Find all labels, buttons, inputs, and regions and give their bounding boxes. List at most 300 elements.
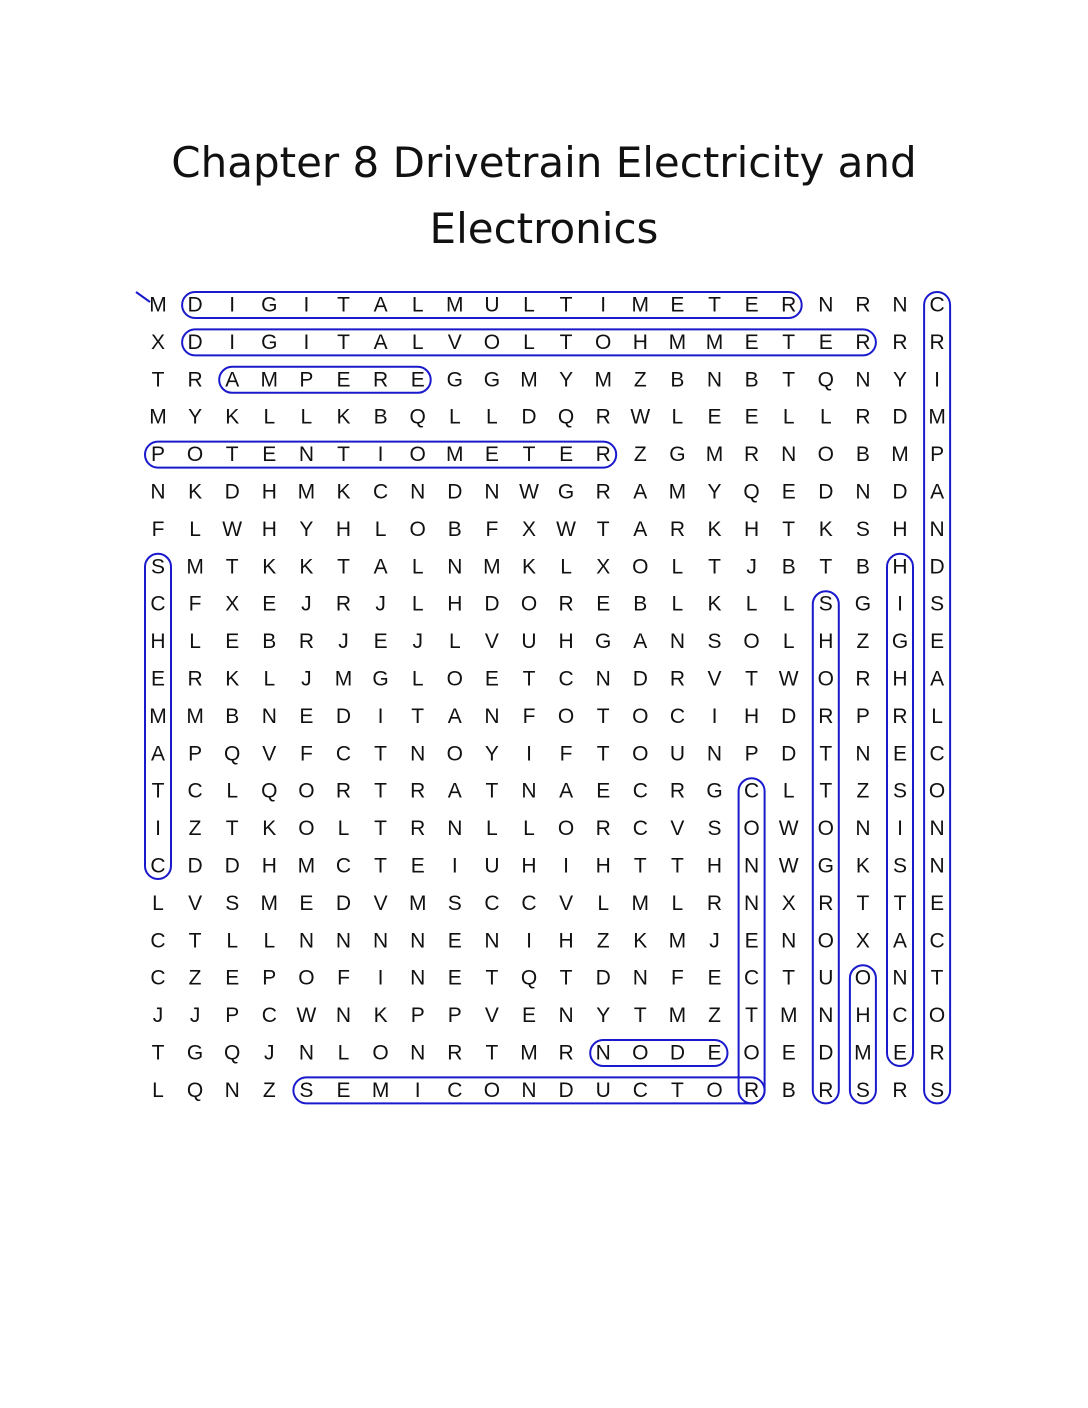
grid-letter[interactable]: M bbox=[446, 443, 464, 467]
grid-letter[interactable]: Z bbox=[856, 630, 870, 654]
grid-letter[interactable]: L bbox=[671, 555, 684, 579]
grid-letter[interactable]: M bbox=[631, 891, 650, 915]
grid-letter[interactable]: E bbox=[484, 667, 499, 691]
grid-letter[interactable]: J bbox=[338, 630, 349, 654]
grid-letter[interactable]: N bbox=[410, 1041, 426, 1065]
grid-letter[interactable]: D bbox=[558, 1078, 574, 1102]
grid-letter[interactable]: Z bbox=[262, 1078, 276, 1102]
grid-letter[interactable]: U bbox=[818, 966, 834, 990]
grid-letter[interactable]: M bbox=[668, 330, 687, 354]
grid-letter[interactable]: J bbox=[264, 1041, 275, 1065]
grid-letter[interactable]: P bbox=[225, 1004, 240, 1028]
grid-letter[interactable]: H bbox=[558, 630, 574, 654]
grid-letter[interactable]: T bbox=[708, 555, 721, 579]
grid-letter[interactable]: H bbox=[150, 630, 166, 654]
grid-letter[interactable]: I bbox=[897, 592, 903, 616]
grid-letter[interactable]: E bbox=[299, 704, 314, 728]
grid-letter[interactable]: T bbox=[188, 929, 202, 953]
grid-letter[interactable]: E bbox=[707, 405, 722, 429]
grid-letter[interactable]: G bbox=[595, 630, 612, 654]
grid-letter[interactable]: W bbox=[556, 517, 577, 541]
grid-letter[interactable]: E bbox=[744, 293, 759, 317]
grid-letter[interactable]: O bbox=[632, 1041, 649, 1065]
grid-letter[interactable]: E bbox=[892, 742, 908, 766]
grid-letter[interactable]: E bbox=[521, 1004, 537, 1028]
grid-letter[interactable]: B bbox=[855, 443, 870, 467]
grid-letter[interactable]: S bbox=[707, 630, 722, 654]
grid-letter[interactable]: A bbox=[559, 779, 574, 803]
grid-letter[interactable]: N bbox=[373, 929, 389, 953]
grid-letter[interactable]: T bbox=[485, 966, 499, 990]
grid-letter[interactable]: D bbox=[224, 480, 240, 504]
grid-letter[interactable]: T bbox=[782, 517, 796, 541]
grid-letter[interactable]: V bbox=[262, 742, 277, 766]
grid-letter[interactable]: M bbox=[668, 929, 687, 953]
grid-letter[interactable]: R bbox=[855, 405, 871, 429]
grid-letter[interactable]: H bbox=[818, 630, 834, 654]
grid-letter[interactable]: O bbox=[446, 667, 463, 691]
grid-letter[interactable]: P bbox=[930, 443, 945, 467]
grid-letter[interactable]: A bbox=[150, 742, 166, 766]
grid-letter[interactable]: M bbox=[705, 330, 724, 354]
grid-letter[interactable]: Y bbox=[892, 368, 908, 392]
grid-letter[interactable]: M bbox=[779, 1004, 798, 1028]
grid-letter[interactable]: T bbox=[151, 368, 165, 392]
grid-letter[interactable]: O bbox=[817, 443, 834, 467]
grid-letter[interactable]: E bbox=[262, 592, 277, 616]
grid-letter[interactable]: L bbox=[152, 1078, 164, 1102]
grid-letter[interactable]: C bbox=[335, 854, 352, 878]
grid-letter[interactable]: O bbox=[298, 966, 315, 990]
grid-letter[interactable]: B bbox=[781, 1078, 796, 1102]
grid-letter[interactable]: C bbox=[632, 779, 648, 803]
grid-letter[interactable]: K bbox=[818, 517, 833, 541]
grid-letter[interactable]: K bbox=[336, 405, 351, 429]
grid-letter[interactable]: Q bbox=[557, 405, 575, 429]
grid-letter[interactable]: H bbox=[261, 480, 277, 504]
grid-letter[interactable]: L bbox=[597, 891, 610, 915]
grid-letter[interactable]: U bbox=[669, 742, 685, 766]
grid-letter[interactable]: L bbox=[337, 1041, 350, 1065]
grid-letter[interactable]: W bbox=[222, 517, 243, 541]
grid-letter[interactable]: E bbox=[410, 854, 425, 878]
grid-letter[interactable]: J bbox=[189, 1004, 201, 1028]
grid-letter[interactable]: I bbox=[563, 854, 570, 878]
grid-letter[interactable]: O bbox=[928, 779, 946, 803]
grid-letter[interactable]: T bbox=[374, 779, 388, 803]
grid-letter[interactable]: N bbox=[892, 966, 908, 990]
grid-letter[interactable]: S bbox=[150, 555, 166, 579]
grid-letter[interactable]: E bbox=[744, 330, 759, 354]
grid-letter[interactable]: N bbox=[224, 1078, 240, 1102]
grid-letter[interactable]: R bbox=[335, 592, 352, 616]
grid-letter[interactable]: R bbox=[744, 443, 760, 467]
grid-letter[interactable]: L bbox=[226, 779, 239, 803]
grid-letter[interactable]: C bbox=[892, 1004, 908, 1028]
grid-letter[interactable]: J bbox=[746, 555, 757, 579]
grid-letter[interactable]: L bbox=[226, 929, 239, 953]
grid-letter[interactable]: W bbox=[296, 1004, 317, 1028]
grid-letter[interactable]: G bbox=[446, 368, 463, 392]
grid-letter[interactable]: T bbox=[819, 555, 833, 579]
grid-letter[interactable]: R bbox=[669, 779, 685, 803]
grid-letter[interactable]: E bbox=[484, 443, 499, 467]
grid-letter[interactable]: S bbox=[892, 854, 908, 878]
grid-letter[interactable]: R bbox=[373, 368, 389, 392]
grid-letter[interactable]: T bbox=[559, 966, 573, 990]
grid-letter[interactable]: L bbox=[782, 630, 795, 654]
grid-letter[interactable]: M bbox=[594, 368, 612, 392]
grid-letter[interactable]: Y bbox=[188, 405, 203, 429]
grid-letter[interactable]: L bbox=[486, 405, 498, 429]
grid-letter[interactable]: N bbox=[632, 966, 648, 990]
grid-letter[interactable]: D bbox=[929, 555, 945, 579]
grid-letter[interactable]: E bbox=[781, 480, 796, 504]
grid-letter[interactable]: O bbox=[557, 817, 575, 841]
grid-letter[interactable]: O bbox=[632, 555, 649, 579]
grid-letter[interactable]: R bbox=[818, 704, 834, 728]
grid-letter[interactable]: L bbox=[486, 817, 498, 841]
grid-letter[interactable]: V bbox=[707, 667, 722, 691]
grid-letter[interactable]: A bbox=[892, 929, 908, 953]
grid-letter[interactable]: E bbox=[299, 891, 314, 915]
grid-letter[interactable]: G bbox=[483, 368, 501, 392]
grid-letter[interactable]: M bbox=[186, 555, 204, 579]
grid-letter[interactable]: L bbox=[931, 704, 943, 728]
grid-letter[interactable]: O bbox=[632, 742, 649, 766]
grid-letter[interactable]: L bbox=[411, 592, 424, 616]
grid-letter[interactable]: D bbox=[818, 480, 834, 504]
grid-letter[interactable]: T bbox=[596, 704, 610, 728]
grid-letter[interactable]: S bbox=[930, 592, 945, 616]
grid-letter[interactable]: R bbox=[669, 517, 685, 541]
grid-letter[interactable]: M bbox=[520, 368, 538, 392]
grid-letter[interactable]: L bbox=[411, 330, 424, 354]
grid-letter[interactable]: R bbox=[187, 368, 203, 392]
grid-letter[interactable]: R bbox=[558, 592, 574, 616]
grid-letter[interactable]: C bbox=[558, 667, 574, 691]
grid-letter[interactable]: C bbox=[632, 817, 648, 841]
grid-letter[interactable]: C bbox=[929, 929, 945, 953]
grid-letter[interactable]: I bbox=[229, 330, 236, 354]
grid-letter[interactable]: O bbox=[743, 1041, 760, 1065]
grid-letter[interactable]: N bbox=[744, 854, 760, 878]
grid-letter[interactable]: W bbox=[630, 405, 651, 429]
grid-letter[interactable]: T bbox=[225, 555, 239, 579]
grid-letter[interactable]: J bbox=[709, 929, 720, 953]
grid-letter[interactable]: C bbox=[929, 742, 945, 766]
grid-letter[interactable]: C bbox=[744, 779, 760, 803]
grid-letter[interactable]: J bbox=[412, 630, 423, 654]
grid-letter[interactable]: R bbox=[855, 293, 871, 317]
grid-letter[interactable]: R bbox=[892, 1078, 908, 1102]
grid-letter[interactable]: H bbox=[261, 517, 277, 541]
grid-letter[interactable]: G bbox=[854, 592, 872, 616]
grid-letter[interactable]: V bbox=[670, 817, 685, 841]
grid-letter[interactable]: F bbox=[337, 966, 350, 990]
grid-letter[interactable]: L bbox=[819, 405, 832, 429]
grid-letter[interactable]: U bbox=[595, 1078, 611, 1102]
grid-letter[interactable]: T bbox=[522, 443, 536, 467]
grid-letter[interactable]: H bbox=[335, 517, 352, 541]
grid-letter[interactable]: Y bbox=[707, 480, 722, 504]
grid-letter[interactable]: M bbox=[891, 443, 909, 467]
grid-letter[interactable]: B bbox=[744, 368, 759, 392]
grid-letter[interactable]: U bbox=[484, 854, 500, 878]
grid-letter[interactable]: P bbox=[447, 1004, 462, 1028]
grid-letter[interactable]: L bbox=[411, 293, 424, 317]
grid-letter[interactable]: I bbox=[377, 966, 384, 990]
grid-letter[interactable]: Z bbox=[596, 929, 610, 953]
grid-letter[interactable]: P bbox=[188, 742, 203, 766]
grid-letter[interactable]: O bbox=[817, 817, 834, 841]
grid-letter[interactable]: E bbox=[744, 929, 759, 953]
grid-letter[interactable]: M bbox=[928, 405, 946, 429]
grid-letter[interactable]: L bbox=[523, 293, 535, 317]
grid-letter[interactable]: I bbox=[229, 293, 236, 317]
grid-letter[interactable]: O bbox=[595, 330, 612, 354]
grid-letter[interactable]: R bbox=[781, 293, 797, 317]
grid-letter[interactable]: L bbox=[448, 630, 461, 654]
grid-letter[interactable]: N bbox=[521, 779, 537, 803]
grid-letter[interactable]: G bbox=[372, 667, 389, 691]
grid-letter[interactable]: M bbox=[483, 555, 501, 579]
grid-letter[interactable]: N bbox=[855, 480, 871, 504]
grid-letter[interactable]: I bbox=[451, 854, 458, 878]
grid-letter[interactable]: I bbox=[526, 929, 532, 953]
grid-letter[interactable]: M bbox=[631, 293, 650, 317]
grid-letter[interactable]: T bbox=[225, 817, 239, 841]
grid-letter[interactable]: O bbox=[743, 630, 760, 654]
grid-letter[interactable]: I bbox=[600, 293, 607, 317]
grid-letter[interactable]: N bbox=[298, 443, 314, 467]
grid-letter[interactable]: T bbox=[559, 330, 573, 354]
grid-letter[interactable]: M bbox=[854, 1041, 872, 1065]
grid-letter[interactable]: L bbox=[152, 891, 164, 915]
grid-letter[interactable]: R bbox=[335, 779, 352, 803]
grid-letter[interactable]: L bbox=[448, 405, 461, 429]
grid-letter[interactable]: I bbox=[711, 704, 718, 728]
grid-letter[interactable]: N bbox=[410, 929, 426, 953]
grid-letter[interactable]: L bbox=[523, 817, 535, 841]
grid-letter[interactable]: L bbox=[671, 405, 684, 429]
grid-letter[interactable]: H bbox=[892, 517, 908, 541]
grid-letter[interactable]: K bbox=[225, 667, 240, 691]
grid-letter[interactable]: G bbox=[891, 630, 909, 654]
grid-letter[interactable]: A bbox=[225, 368, 240, 392]
grid-letter[interactable]: U bbox=[521, 630, 537, 654]
grid-letter[interactable]: T bbox=[745, 667, 759, 691]
grid-letter[interactable]: E bbox=[707, 1041, 722, 1065]
grid-letter[interactable]: C bbox=[335, 742, 352, 766]
grid-letter[interactable]: O bbox=[706, 1078, 723, 1102]
grid-letter[interactable]: Z bbox=[633, 443, 647, 467]
grid-letter[interactable]: E bbox=[225, 966, 240, 990]
grid-letter[interactable]: X bbox=[150, 330, 166, 354]
grid-letter[interactable]: O bbox=[817, 929, 834, 953]
grid-letter[interactable]: F bbox=[485, 517, 499, 541]
grid-letter[interactable]: U bbox=[484, 293, 500, 317]
grid-letter[interactable]: E bbox=[744, 405, 759, 429]
grid-letter[interactable]: B bbox=[855, 555, 870, 579]
grid-letter[interactable]: F bbox=[522, 704, 536, 728]
grid-letter[interactable]: E bbox=[596, 592, 611, 616]
grid-letter[interactable]: O bbox=[372, 1041, 389, 1065]
grid-letter[interactable]: C bbox=[150, 854, 166, 878]
grid-letter[interactable]: P bbox=[262, 966, 277, 990]
grid-letter[interactable]: I bbox=[303, 330, 310, 354]
grid-letter[interactable]: T bbox=[596, 742, 610, 766]
grid-letter[interactable]: E bbox=[596, 779, 611, 803]
grid-letter[interactable]: N bbox=[558, 1004, 574, 1028]
grid-letter[interactable]: H bbox=[595, 854, 611, 878]
grid-letter[interactable]: X bbox=[225, 592, 240, 616]
grid-letter[interactable]: K bbox=[299, 555, 314, 579]
grid-letter[interactable]: G bbox=[261, 293, 278, 317]
grid-letter[interactable]: M bbox=[668, 480, 687, 504]
grid-letter[interactable]: G bbox=[817, 854, 834, 878]
grid-letter[interactable]: L bbox=[374, 517, 387, 541]
grid-letter[interactable]: N bbox=[855, 742, 871, 766]
grid-letter[interactable]: T bbox=[485, 779, 499, 803]
grid-letter[interactable]: M bbox=[705, 443, 724, 467]
grid-letter[interactable]: I bbox=[377, 443, 384, 467]
grid-letter[interactable]: N bbox=[484, 704, 500, 728]
grid-letter[interactable]: C bbox=[373, 480, 389, 504]
grid-letter[interactable]: D bbox=[187, 293, 203, 317]
grid-letter[interactable]: O bbox=[446, 742, 463, 766]
grid-letter[interactable]: M bbox=[408, 891, 427, 915]
grid-letter[interactable]: T bbox=[633, 1004, 647, 1028]
grid-letter[interactable]: E bbox=[447, 966, 462, 990]
grid-letter[interactable]: E bbox=[670, 293, 685, 317]
grid-letter[interactable]: D bbox=[669, 1041, 685, 1065]
grid-letter[interactable]: P bbox=[410, 1004, 425, 1028]
grid-letter[interactable]: L bbox=[189, 517, 201, 541]
grid-letter[interactable]: F bbox=[670, 966, 684, 990]
grid-letter[interactable]: T bbox=[708, 293, 721, 317]
grid-letter[interactable]: M bbox=[297, 480, 316, 504]
grid-letter[interactable]: C bbox=[447, 1078, 463, 1102]
grid-letter[interactable]: A bbox=[930, 480, 945, 504]
grid-letter[interactable]: N bbox=[521, 1078, 537, 1102]
grid-letter[interactable]: A bbox=[930, 667, 945, 691]
grid-letter[interactable]: R bbox=[595, 405, 611, 429]
grid-letter[interactable]: Y bbox=[559, 368, 574, 392]
grid-letter[interactable]: T bbox=[411, 704, 425, 728]
grid-letter[interactable]: E bbox=[225, 630, 240, 654]
grid-letter[interactable]: T bbox=[374, 854, 388, 878]
grid-letter[interactable]: R bbox=[410, 817, 426, 841]
grid-letter[interactable]: E bbox=[336, 368, 351, 392]
grid-letter[interactable]: N bbox=[150, 480, 166, 504]
grid-letter[interactable]: K bbox=[707, 592, 722, 616]
grid-letter[interactable]: R bbox=[892, 704, 908, 728]
grid-letter[interactable]: M bbox=[297, 854, 316, 878]
grid-letter[interactable]: E bbox=[447, 929, 462, 953]
grid-letter[interactable]: R bbox=[298, 630, 314, 654]
grid-letter[interactable]: D bbox=[521, 405, 537, 429]
grid-letter[interactable]: O bbox=[409, 443, 426, 467]
grid-letter[interactable]: Q bbox=[817, 368, 834, 392]
grid-letter[interactable]: F bbox=[188, 592, 202, 616]
grid-letter[interactable]: L bbox=[671, 592, 684, 616]
grid-letter[interactable]: E bbox=[930, 891, 945, 915]
grid-letter[interactable]: L bbox=[782, 405, 795, 429]
grid-letter[interactable]: M bbox=[149, 405, 167, 429]
grid-letter[interactable]: E bbox=[892, 1041, 908, 1065]
letter-grid[interactable] bbox=[149, 294, 946, 1102]
grid-letter[interactable]: M bbox=[149, 704, 167, 728]
grid-letter[interactable]: J bbox=[375, 592, 386, 616]
grid-letter[interactable]: L bbox=[263, 667, 276, 691]
grid-letter[interactable]: H bbox=[855, 1004, 871, 1028]
grid-letter[interactable]: M bbox=[446, 293, 464, 317]
grid-letter[interactable]: B bbox=[225, 704, 240, 728]
grid-letter[interactable]: T bbox=[819, 779, 833, 803]
grid-letter[interactable]: L bbox=[523, 330, 535, 354]
grid-letter[interactable]: L bbox=[411, 555, 424, 579]
grid-letter[interactable]: A bbox=[447, 704, 462, 728]
grid-letter[interactable]: V bbox=[484, 1004, 499, 1028]
grid-letter[interactable]: T bbox=[337, 330, 350, 354]
grid-letter[interactable]: A bbox=[373, 555, 388, 579]
grid-letter[interactable]: A bbox=[373, 293, 388, 317]
grid-letter[interactable]: Q bbox=[743, 480, 760, 504]
grid-letter[interactable]: N bbox=[410, 966, 426, 990]
grid-letter[interactable]: K bbox=[373, 1004, 388, 1028]
grid-letter[interactable]: L bbox=[745, 592, 758, 616]
grid-letter[interactable]: K bbox=[521, 555, 537, 579]
grid-letter[interactable]: N bbox=[298, 929, 314, 953]
grid-letter[interactable]: Y bbox=[484, 742, 499, 766]
grid-letter[interactable]: W bbox=[778, 817, 799, 841]
grid-letter[interactable]: N bbox=[706, 742, 723, 766]
grid-letter[interactable]: R bbox=[855, 667, 871, 691]
grid-letter[interactable]: M bbox=[334, 667, 353, 691]
grid-letter[interactable]: O bbox=[483, 1078, 501, 1102]
grid-letter[interactable]: T bbox=[374, 817, 388, 841]
grid-letter[interactable]: E bbox=[336, 1078, 351, 1102]
grid-letter[interactable]: I bbox=[377, 704, 384, 728]
grid-letter[interactable]: T bbox=[782, 330, 796, 354]
grid-letter[interactable]: T bbox=[745, 1004, 759, 1028]
grid-letter[interactable]: Q bbox=[409, 405, 426, 429]
grid-letter[interactable]: B bbox=[373, 405, 388, 429]
grid-letter[interactable]: V bbox=[447, 330, 462, 354]
grid-letter[interactable]: N bbox=[855, 817, 871, 841]
grid-letter[interactable]: N bbox=[892, 293, 908, 317]
grid-letter[interactable]: T bbox=[151, 779, 165, 803]
grid-letter[interactable]: H bbox=[261, 854, 277, 878]
grid-letter[interactable]: D bbox=[892, 405, 908, 429]
grid-letter[interactable]: J bbox=[301, 667, 312, 691]
grid-letter[interactable]: D bbox=[781, 742, 797, 766]
grid-letter[interactable]: L bbox=[782, 779, 795, 803]
grid-letter[interactable]: E bbox=[150, 667, 166, 691]
grid-letter[interactable]: T bbox=[337, 293, 350, 317]
grid-letter[interactable]: E bbox=[559, 443, 574, 467]
grid-letter[interactable]: E bbox=[818, 330, 833, 354]
grid-letter[interactable]: N bbox=[929, 854, 945, 878]
grid-letter[interactable]: N bbox=[929, 517, 945, 541]
grid-letter[interactable]: E bbox=[410, 368, 425, 392]
grid-letter[interactable]: J bbox=[152, 1004, 164, 1028]
grid-letter[interactable]: J bbox=[301, 592, 312, 616]
grid-letter[interactable]: Q bbox=[224, 1041, 241, 1065]
grid-letter[interactable]: Q bbox=[186, 1078, 204, 1102]
grid-letter[interactable]: A bbox=[373, 330, 388, 354]
